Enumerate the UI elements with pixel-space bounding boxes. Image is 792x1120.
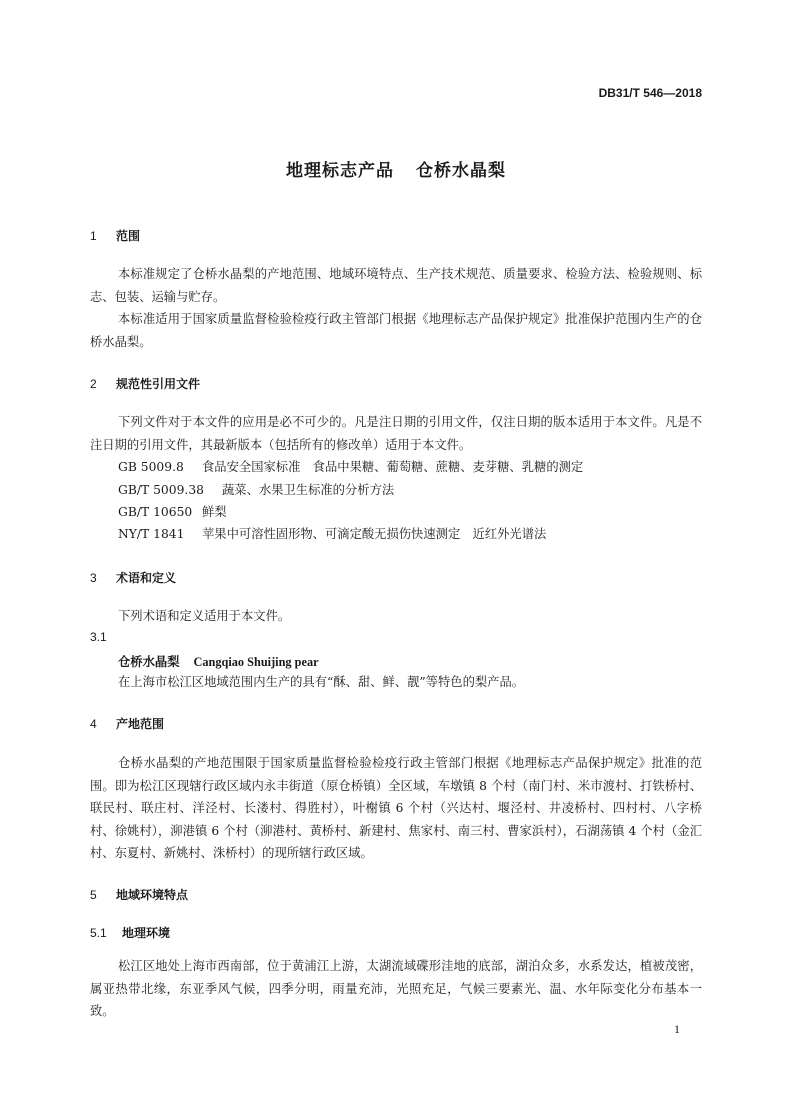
reference-item: GB/T 10650 鲜梨: [118, 505, 227, 519]
page-title: [0, 156, 792, 181]
section-1-paragraph-1: 本标准规定了仓桥水晶梨的产地范围、地域环境特点、生产技术规范、质量要求、检验方法、检验规则、标志、包装、运输与贮存。: [90, 267, 702, 304]
reference-item: GB 5009.8 食品安全国家标准 食品中果糖、葡萄糖、蔗糖、麦芽糖、乳糖的测定: [118, 460, 584, 474]
page-number: 1: [674, 1022, 680, 1036]
section-4-paragraph-1: 仓桥水晶梨的产地范围限于国家质量监督检验检疫行政主管部门根据《地理标志产品保护规定》批准的范围。即为松江区现辖行政区域内永丰街道（原仓桥镇）全区域，车墩镇 8 个村（南门村、米市渡村、打铁桥村、联民村、联庄村、洋泾村、长溇村、得胜村），叶榭镇 6 个村（兴达村、堰泾村、井凌桥村、四村村、八字桥村、徐姚村），泖港镇 6 个村（泖港村、黄桥村、新建村、焦家村、南三村、曹家浜村），石湖荡镇 4 个村（金汇村、东夏村、新姚村、洙桥村）的现所辖行政区域。: [90, 756, 702, 860]
subsection-heading-5-1: 5.1 地理环境: [90, 926, 171, 940]
document-code: DB31/T 546—2018: [598, 86, 702, 100]
term-heading: 仓桥水晶梨 Cangqiao Shuijing pear: [118, 654, 319, 669]
title-part-2: 仓桥水晶梨: [416, 161, 506, 181]
section-heading-2: 2 规范性引用文件: [90, 377, 201, 391]
section-heading-3: 3 术语和定义: [90, 571, 177, 585]
section-1-paragraph-2: 本标准适用于国家质量监督检验检疫行政主管部门根据《地理标志产品保护规定》批准保护范围内生产的仓桥水晶梨。: [90, 312, 702, 349]
term-number: 3.1: [90, 630, 107, 644]
reference-item: NY/T 1841 苹果中可溶性固形物、可滴定酸无损伤快速测定 近红外光谱法: [118, 527, 547, 541]
section-heading-5: 5 地域环境特点: [90, 888, 189, 902]
section-heading-1: 1 范围: [90, 229, 141, 243]
section-heading-4: 4 产地范围: [90, 717, 165, 731]
section-5-1-paragraph-1: 松江区地处上海市西南部，位于黄浦江上游，太湖流域碟形洼地的底部，湖泊众多，水系发达，植被茂密，属亚热带北缘，东亚季风气候，四季分明，雨量充沛，光照充足，气候三要素光、温、水年际变化分布基本一致。: [90, 959, 702, 1018]
section-3-paragraph-1: 下列术语和定义适用于本文件。: [118, 609, 291, 623]
term-definition: 在上海市松江区地域范围内生产的具有“酥、甜、鲜、靓”等特色的梨产品。: [118, 675, 525, 689]
reference-item: GB/T 5009.38 蔬菜、水果卫生标准的分析方法: [118, 483, 395, 497]
section-2-paragraph-1: 下列文件对于本文件的应用是必不可少的。凡是注日期的引用文件，仅注日期的版本适用于本文件。凡是不注日期的引用文件，其最新版本（包括所有的修改单）适用于本文件。: [90, 415, 702, 452]
title-part-1: 地理标志产品: [286, 161, 394, 181]
